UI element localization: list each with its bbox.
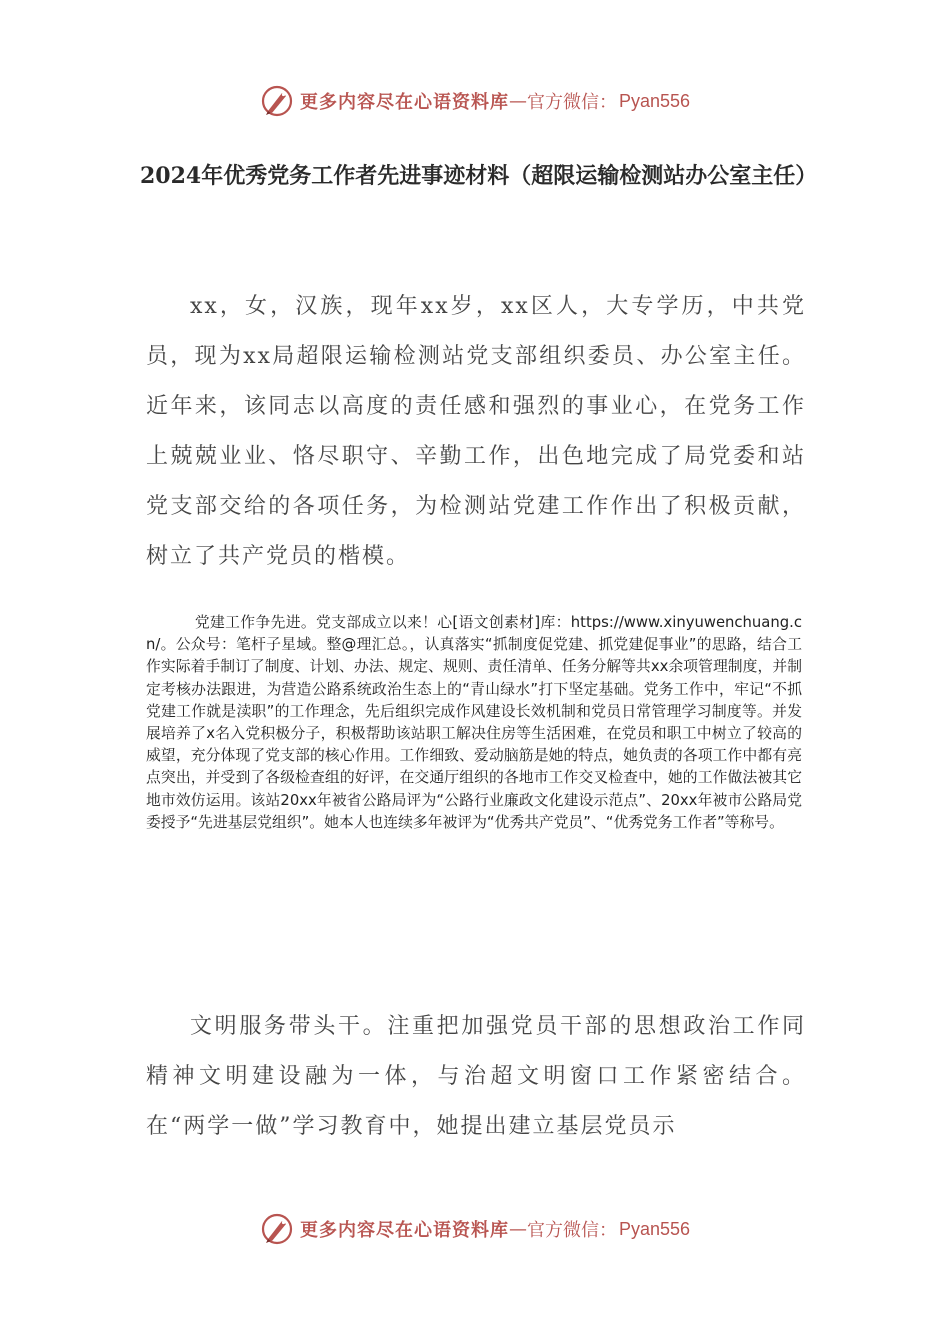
- footer-separator: —: [508, 1218, 527, 1240]
- paragraph-civilized-service: 文明服务带头干。注重把加强党员干部的思想政治工作同精神文明建设融为一体，与治超文明窗口工作紧密结合。在“两学一做”学习教育中，她提出建立基层党员示: [146, 1014, 806, 1139]
- footer-watermark-banner: [0, 1212, 950, 1246]
- footer-brand-text: 更多内容尽在心语资料库: [299, 1220, 509, 1241]
- banner-separator: —: [508, 90, 527, 112]
- document-title: 2024年优秀党务工作者先进事迹材料（超限运输检测站办公室主任）: [140, 163, 818, 189]
- banner-brand-text: 更多内容尽在心语资料库: [299, 92, 509, 113]
- paragraph-intro: xx，女，汉族，现年xx岁，xx区人，大专学历，中共党员，现为xx局超限运输检测站党支部组织委员、办公室主任。近年来，该同志以高度的责任感和强烈的事业心，在党务工作上兢兢业业、恪尽职守、辛勤工作，出色地完成了局党委和站党支部交给的各项任务，为检测站党建工作作出了积极贡献，树立了共产党员的楷模。: [146, 294, 806, 569]
- footer-wechat-id: Pyan556: [618, 1218, 691, 1239]
- header-watermark-banner: [0, 84, 950, 118]
- footer-wechat-label: 官方微信：: [526, 1220, 617, 1241]
- banner-wechat-label: 官方微信：: [526, 92, 617, 113]
- pen-nib-circle-icon: [260, 84, 294, 118]
- banner-wechat-id: Pyan556: [618, 90, 691, 111]
- paragraph-party-building: 党建工作争先进。党支部成立以来！心[语文创素材]库：https://www.xinyuwenchuang.cn/。公众号：笔杆子星域。整@理汇总。，认真落实“抓制度促党建、抓党建促事业”的思路，结合工作实际着手制订了制度、计划、办法、规定、规则、责任清单、任务分解等共xx余项管理制度，并制定考核办法跟进，为营造公路系统政治生态上的“青山绿水”打下坚定基础。党务工作中，牢记“不抓党建工作就是渎职”的工作理念，先后组织完成作风建设长效机制和党员日常管理学习制度等。并发展培养了x名入党积极分子，积极帮助该站职工解决住房等生活困难，在党员和职工中树立了较高的威望，充分体现了党支部的核心作用。工作细致、爱动脑筋是她的特点，她负责的各项工作中都有亮点突出，并受到了各级检查组的好评，在交通厅组织的各地市工作交叉检查中，她的工作做法被其它地市效仿运用。该站20xx年被省公路局评为“公路行业廉政文化建设示范点”、20xx年被市公路局党委授予“先进基层党组织”。她本人也连续多年被评为“优秀共产党员”、“优秀党务工作者”等称号。: [146, 614, 802, 831]
- pen-nib-circle-icon: [260, 1212, 294, 1246]
